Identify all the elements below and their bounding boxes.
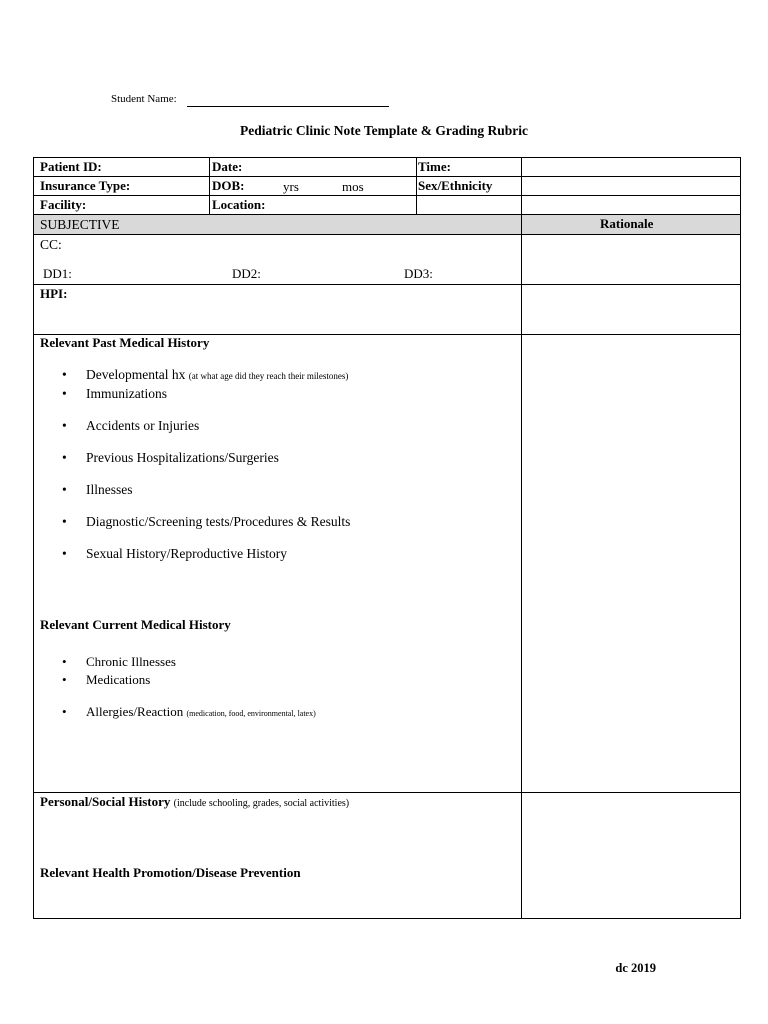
social-rationale-cell[interactable] (523, 794, 739, 917)
current-history-title: Relevant Current Medical History (40, 617, 231, 632)
time-value-cell[interactable] (523, 158, 739, 175)
personal-social-note: (include schooling, grades, social activities) (173, 798, 350, 809)
date-label: Date: (212, 159, 243, 174)
version-footer: dc 2019 (615, 961, 656, 975)
dob-mos-label: mos (342, 179, 364, 194)
dd1-label: DD1: (43, 266, 72, 281)
list-item: • Illnesses (62, 482, 133, 497)
list-item: • Previous Hospitalizations/Surgeries (62, 450, 279, 465)
facility-label: Facility: (40, 197, 87, 212)
patient-id-label: Patient ID: (40, 159, 102, 174)
location-label: Location: (212, 197, 266, 212)
student-name-field[interactable] (187, 106, 389, 107)
developmental-note: (at what age did they reach their milestones) (188, 371, 349, 381)
personal-social-title: Personal/Social History (40, 794, 171, 809)
allergies-note: (medication, food, environmental, latex) (186, 709, 316, 718)
facility-extra-cell[interactable] (523, 196, 739, 213)
dob-label: DOB: (212, 178, 245, 193)
list-item: • Allergies/Reaction (medication, food, environmental, latex) (62, 704, 316, 719)
sex-ethnicity-value-cell[interactable] (523, 177, 739, 194)
bullet-icon: • (62, 418, 67, 433)
insurance-type-label: Insurance Type: (40, 178, 131, 193)
list-item: • Diagnostic/Screening tests/Procedures & Results (62, 514, 351, 529)
document-title: Pediatric Clinic Note Template & Grading Rubric (240, 123, 528, 138)
dd3-label: DD3: (404, 266, 433, 281)
hpi-rationale-cell[interactable] (523, 286, 739, 333)
list-item: • Immunizations (62, 386, 167, 401)
list-item: • Medications (62, 672, 151, 687)
dob-yrs-label: yrs (283, 179, 299, 194)
bullet-icon: • (62, 654, 67, 669)
list-item: • Sexual History/Reproductive History (62, 546, 287, 561)
bullet-icon: • (62, 367, 67, 382)
past-history-title: Relevant Past Medical History (40, 335, 210, 350)
bullet-icon: • (62, 672, 67, 687)
health-promotion-title: Relevant Health Promotion/Disease Prevention (40, 865, 301, 880)
time-label: Time: (418, 159, 451, 174)
hpi-label: HPI: (40, 286, 68, 301)
history-rationale-cell[interactable] (523, 336, 739, 791)
bullet-icon: • (62, 386, 67, 401)
student-name-label: Student Name: (111, 93, 177, 105)
bullet-icon: • (62, 482, 67, 497)
list-item: • Chronic Illnesses (62, 654, 176, 669)
dd2-label: DD2: (232, 266, 261, 281)
cc-label: CC: (40, 237, 62, 252)
list-item: • Accidents or Injuries (62, 418, 200, 433)
bullet-icon: • (62, 514, 67, 529)
cc-rationale-cell[interactable] (523, 236, 739, 283)
bullet-icon: • (62, 450, 67, 465)
list-item: • Developmental hx (at what age did they reach their milestones) (62, 367, 349, 382)
subjective-heading: SUBJECTIVE (40, 217, 120, 232)
bullet-icon: • (62, 546, 67, 561)
sex-ethnicity-label: Sex/Ethnicity (418, 178, 493, 193)
rationale-heading: Rationale (600, 216, 654, 231)
personal-social-heading (40, 795, 349, 810)
bullet-icon: • (62, 704, 67, 719)
